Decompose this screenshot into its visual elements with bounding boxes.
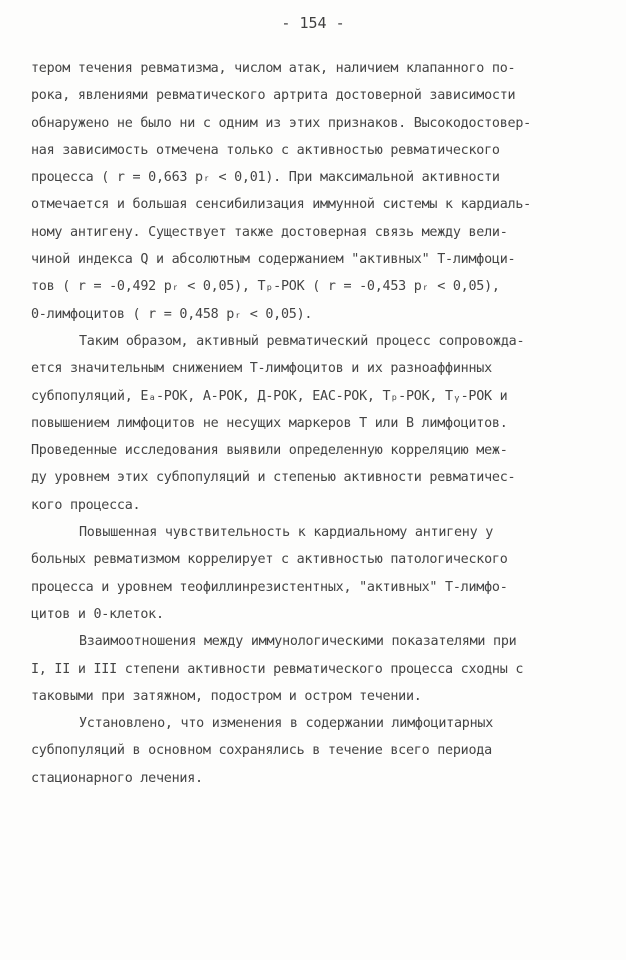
text-line: обнаружено не было ни с одним из этих признаков. Высокодостовер- xyxy=(31,115,531,131)
text-line: ная зависимость отмечена только с активностью ревматического xyxy=(31,142,500,158)
text-line: таковыми при затяжном, подостром и остром течении. xyxy=(31,688,422,704)
text-line: тов ( r = -0,492 pᵣ < 0,05), Tₚ-РОК ( r = -0,453 pᵣ < 0,05), xyxy=(31,279,500,295)
text-line: рока, явлениями ревматического артрита достоверной зависимости xyxy=(31,88,516,104)
text-line: ному антигену. Существует также достоверная связь между вели- xyxy=(31,224,508,240)
text-line: ду уровнем этих субпопуляций и степенью активности ревматичес- xyxy=(31,470,516,486)
paragraph-5 xyxy=(31,710,601,792)
paragraph-2 xyxy=(31,328,601,519)
text-line: повышением лимфоцитов не несущих маркеров Т или В лимфоцитов. xyxy=(31,415,508,431)
text-line: стационарного лечения. xyxy=(31,770,203,786)
body-text xyxy=(31,55,601,792)
text-line: 0-лимфоцитов ( r = 0,458 pᵣ < 0,05). xyxy=(31,306,313,322)
paragraph-1 xyxy=(31,55,601,328)
text-line: тером течения ревматизма, числом атак, наличием клапанного по- xyxy=(31,61,516,76)
text-line: субпопуляций в основном сохранялись в течение всего периода xyxy=(31,743,492,759)
text-line: цитов и 0-клеток. xyxy=(31,606,164,622)
text-line: Повышенная чувствительность к кардиальному антигену у xyxy=(79,525,494,541)
text-line: чиной индекса Q и абсолютным содержанием "активных" Т-лимфоци- xyxy=(31,252,516,268)
text-line: процесса ( r = 0,663 pᵣ < 0,01). При максимальной активности xyxy=(31,170,500,186)
text-line: ется значительным снижением Т-лимфоцитов и их разноаффинных xyxy=(31,361,492,377)
text-line: больных ревматизмом коррелирует с активностью патологического xyxy=(31,552,508,568)
text-line: процесса и уровнем теофиллинрезистентных, "активных" Т-лимфо- xyxy=(31,579,508,595)
text-line: Проведенные исследования выявили определенную корреляцию меж- xyxy=(31,443,508,459)
text-line: кого процесса. xyxy=(31,497,141,513)
text-line: субпопуляций, Eₐ-РОК, А-РОК, Д-РОК, ЕАС-РОК, Tₚ-РОК, Tᵧ-РОК и xyxy=(31,388,508,404)
paragraph-4 xyxy=(31,628,601,710)
text-line: I, II и III степени активности ревматического процесса сходны с xyxy=(31,661,524,677)
text-line: отмечается и большая сенсибилизация иммунной системы к кардиаль- xyxy=(31,197,531,213)
text-line: Взаимоотношения между иммунологическими показателями при xyxy=(79,634,517,650)
text-line: Таким образом, активный ревматический процесс сопровожда- xyxy=(79,333,525,349)
paragraph-3 xyxy=(31,519,601,628)
page-number: - 154 - xyxy=(281,14,345,32)
text-line: Установлено, что изменения в содержании лимфоцитарных xyxy=(79,716,494,732)
